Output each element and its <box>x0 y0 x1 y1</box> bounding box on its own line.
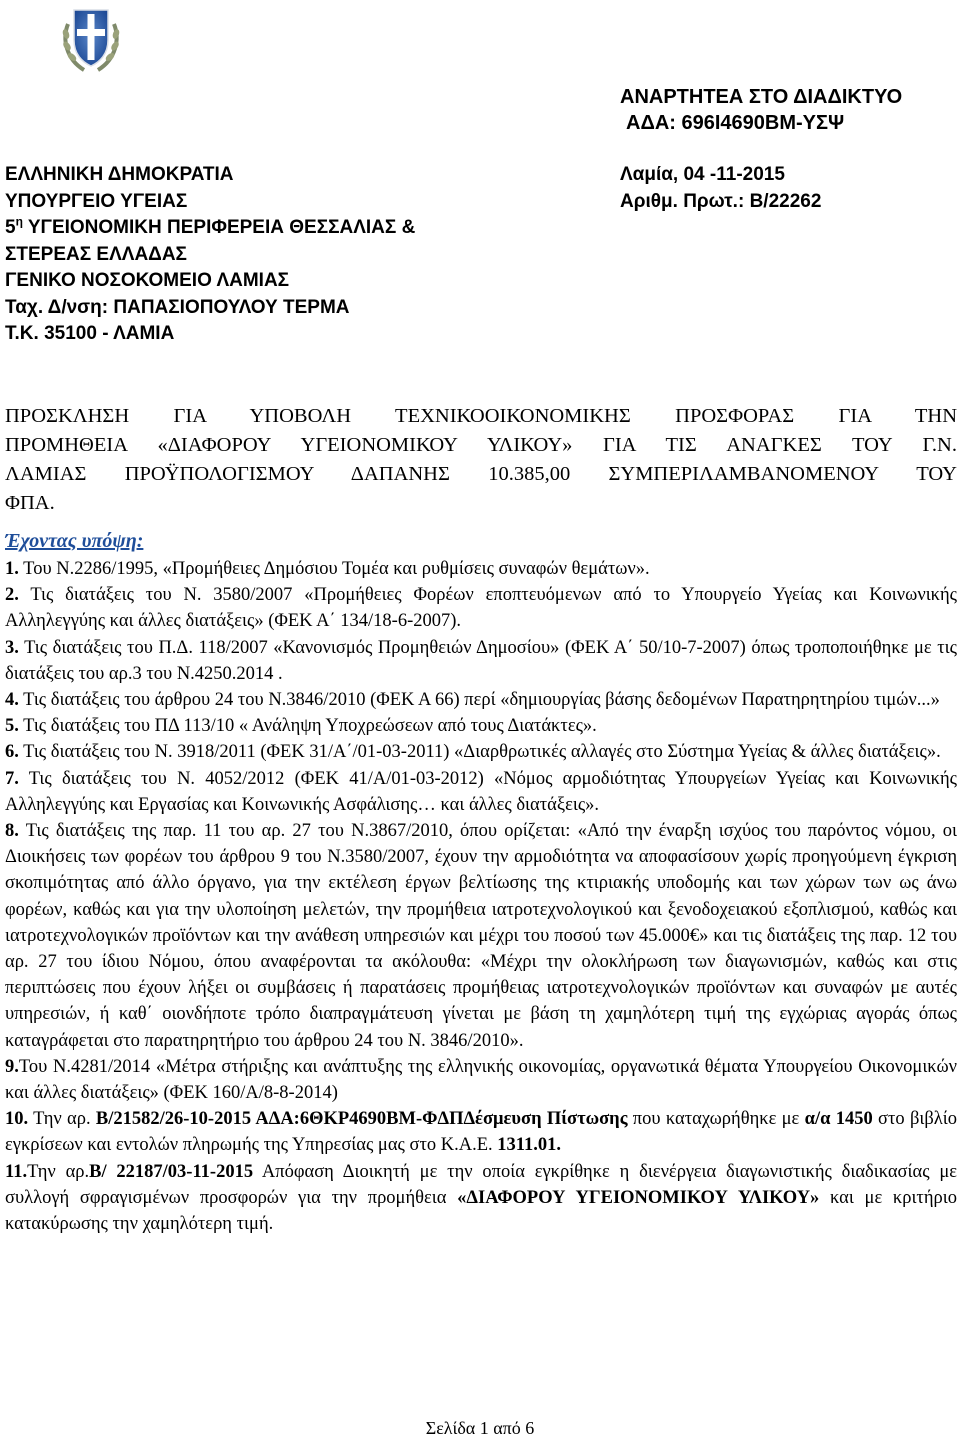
date-protocol-block <box>620 162 940 215</box>
list-item: 8. Τις διατάξεις της παρ. 11 του αρ. 27 του Ν.3867/2010, όπου ορίζεται: «Από την έναρξη ισχύος του παρόντος νόμου, οι Διοικήσεις των φορέων του άρθρου 9 του Ν.3580/2007, έχουν την αρμοδιότητα να αποφασίσουν χωρίς προηγούμενη έγκριση σκοπιμότητας από άλλο όργανο, για την εκτέλεση έργων βελτίωσης της κτιριακής υποδομής και των χώρων των ως άνω φορέων, καθώς και για την υλοποίηση μελετών, την προμήθεια ιατροτεχνολογικού και ξενοδοχειακού εξοπλισμού, καθώς και ιατροτεχνολογικών προϊόντων και την ανάθεση υπηρεσιών και μέχρι του ποσού των 45.000€» και τις διατάξεις της παρ. 12 του αρ. 27 του ίδιου Νόμου, όπου αναφέρονται τα ακόλουθα: «Μέχρι την ολοκλήρωση των διαγωνισμών, καθώς και στις περιπτώσεις που έχουν λήξει οι συμβάσεις ή παρατάσεις προμήθειας ιατροτεχνολογικών προϊόντων και συναφών με αυτές υπηρεσιών, ή καθ΄ οιονδήποτε τρόπο διαπραγμάτευση γίνεται με βάση τη χαμηλότερη τιμή της εγχώριας αγοράς όπως καταγράφεται στο παρατηρητήριο του άρθρου 24 του Ν. 3846/2010». <box>5 821 957 1051</box>
considerations-heading: Έχοντας υπόψη: <box>5 530 144 552</box>
issuer-line: ΣΤΕΡΕΑΣ ΕΛΛΑΔΑΣ <box>5 243 187 265</box>
list-item: 5. Τις διατάξεις του ΠΔ 113/10 « Ανάληψη Υποχρεώσεων από τους Διατάκτες». <box>5 716 597 737</box>
ada-code: ΑΔΑ: 696Ι4690ΒΜ-ΥΣΨ <box>626 112 845 134</box>
issuer-line-region: $5^\eta$ ΥΓΕΙΟΝΟΜΙΚΗ ΠΕΡΙΦΕΡΕΙΑ ΘΕΣΣΑΛΙΑΣ & <box>5 214 416 238</box>
posting-header <box>620 84 940 136</box>
issuer-line: ΥΠΟΥΡΓΕΙΟ ΥΓΕΙΑΣ <box>5 190 188 212</box>
title-line: ΦΠΑ. <box>5 492 55 514</box>
coat-of-arms-icon <box>60 4 122 74</box>
issuer-block <box>5 162 525 348</box>
title-line: ΠΡΟΜΗΘΕΙΑ «ΔΙΑΦΟΡΟΥ ΥΓΕΙΟΝΟΜΙΚΟΥ ΥΛΙΚΟΥ» ΓΙΑ ΤΙΣ ΑΝΑΓΚΕΣ ΤΟΥ Γ.Ν. <box>5 434 957 456</box>
protocol-number: Αριθμ. Πρωτ.: Β/22262 <box>620 190 822 212</box>
list-item: 10. Την αρ. Β/21582/26-10-2015 ΑΔΑ:6ΘΚΡ4690ΒΜ-ΦΔΠΔέσμευση Πίστωσης που καταχωρήθηκε με α/α 1450 στο βιβλίο εγκρίσεων και εντολών πληρωμής της Υπηρεσίας μας στο Κ.Α.Ε. 1311.01. <box>5 1109 957 1156</box>
posting-notice: ΑΝΑΡΤΗΤΕΑ ΣΤΟ ΔΙΑΔΙΚΤΥΟ <box>620 86 903 108</box>
page-number: Σελίδα 1 από 6 <box>425 1418 535 1438</box>
list-item: 2. Τις διατάξεις του Ν. 3580/2007 «Προμήθειες Φορέων εποπτευόμενων από το Υπουργείο Υγείας και Κοινωνικής Αλληλεγγύης και άλλες διατάξεις» (ΦΕΚ Α΄ 134/18-6-2007). <box>5 585 957 632</box>
title-line: ΛΑΜΙΑΣ ΠΡΟΫΠΟΛΟΓΙΣΜΟΥ ΔΑΠΑΝΗΣ 10.385,00 ΣΥΜΠΕΡΙΛΑΜΒΑΝΟΜΕΝΟΥ ΤΟΥ <box>5 463 957 485</box>
title-line: ΠΡΟΣΚΛΗΣΗ ΓΙΑ ΥΠΟΒΟΛΗ ΤΕΧΝΙΚΟΟΙΚΟΝΟΜΙΚΗΣ ΠΡΟΣΦΟΡΑΣ ΓΙΑ ΤΗΝ <box>5 405 957 427</box>
document-title <box>5 402 957 518</box>
issuer-line: ΓΕΝΙΚΟ ΝΟΣΟΚΟΜΕΙΟ ΛΑΜΙΑΣ <box>5 270 290 291</box>
list-item: 6. Τις διατάξεις του Ν. 3918/2011 (ΦΕΚ 31/Α΄/01-03-2011) «Διαρθρωτικές αλλαγές στο Σύστημα Υγείας & άλλες διατάξεις». <box>5 742 941 763</box>
date-line: Λαμία, 04 -11-2015 <box>620 164 785 185</box>
list-item: 1. Του Ν.2286/1995, «Προμήθειες Δημόσιου Τομέα και ρυθμίσεις συναφών θεμάτων». <box>5 559 650 579</box>
issuer-line: Τ.Κ. 35100 - ΛΑΜΙΑ <box>5 323 175 344</box>
list-item: 3. Τις διατάξεις του Π.Δ. 118/2007 «Κανονισμός Προμηθειών Δημοσίου» (ΦΕΚ Α΄ 50/10-7-2007) όπως τροποποιήθηκε με τις διατάξεις του αρ.3 του Ν.4250.2014 . <box>5 637 957 684</box>
issuer-line: ΕΛΛΗΝΙΚΗ ΔΗΜΟΚΡΑΤΙΑ <box>5 164 234 185</box>
list-item: 4. Τις διατάξεις του άρθρου 24 του Ν.3846/2010 (ΦΕΚ Α 66) περί «δημιουργίας βάσης δεδομένων Παρατηρητηρίου τιμών...» <box>5 690 940 711</box>
considerations-list <box>5 556 957 1237</box>
list-item: 7. Τις διατάξεις του Ν. 4052/2012 (ΦΕΚ 41/Α/01-03-2012) «Νόμος αρμοδιότητας Υπουργείων Υγείας και Κοινωνικής Αλληλεγγύης και Εργασίας και Κοινωνικής Ασφάλισης… και άλλες διατάξεις». <box>5 768 957 815</box>
list-item: 9.Του Ν.4281/2014 «Μέτρα στήριξης και ανάπτυξης της ελληνικής οικονομίας, οργανωτικά θέματα Υπουργείου Οικονομικών και άλλες διατάξεις» (ΦΕΚ 160/Α/8-8-2014) <box>5 1056 957 1104</box>
issuer-line: Ταχ. Δ/νση: ΠΑΠΑΣΙΟΠΟΥΛΟΥ ΤΕΡΜΑ <box>5 296 350 318</box>
list-item: 11.Την αρ.Β/ 22187/03-11-2015 Απόφαση Διοικητή με την οποία εγκρίθηκε η διενέργεια διαγωνιστικής διαδικασίας με συλλογή σφραγισμένων προσφορών για την προμήθεια «ΔΙΑΦΟΡΟΥ ΥΓΕΙΟΝΟΜΙΚΟΥ ΥΛΙΚΟΥ» και με κριτήριο κατακύρωσης την χαμηλότερη τιμή. <box>5 1161 958 1235</box>
